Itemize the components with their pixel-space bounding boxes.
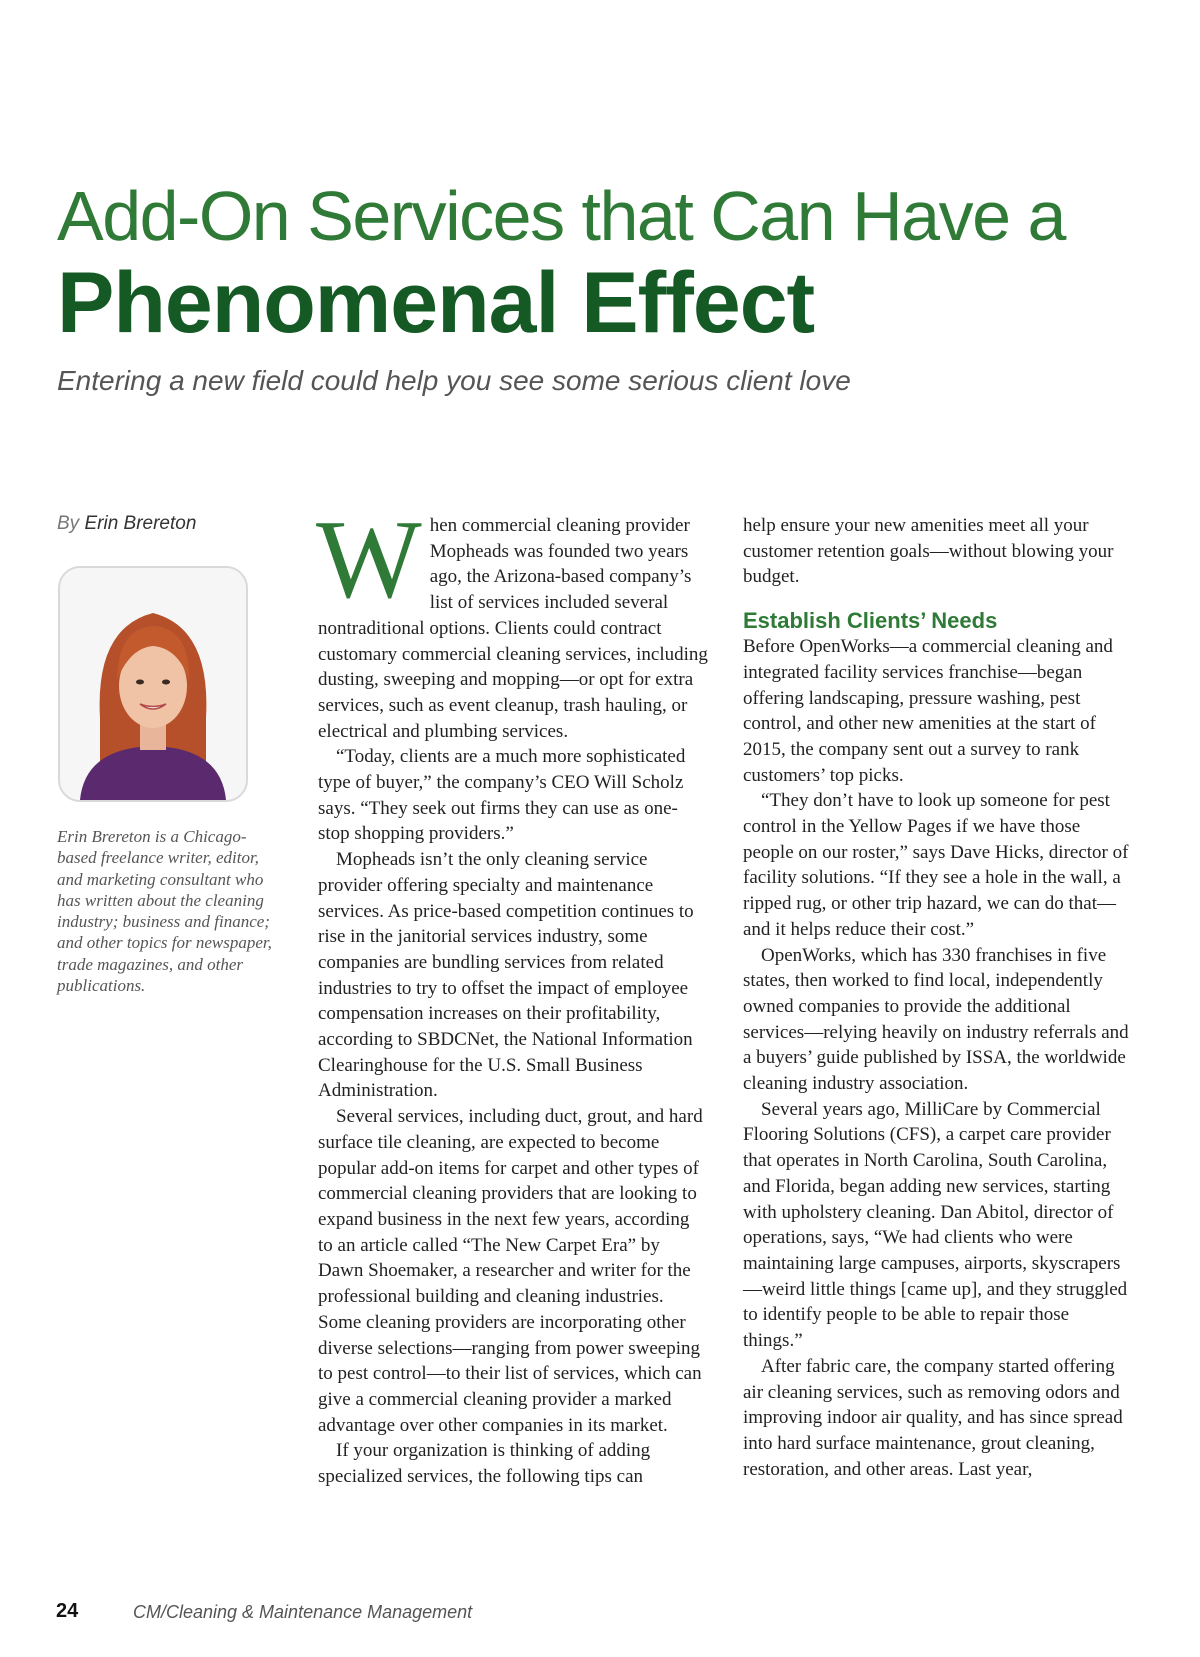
article-paragraph: If your organization is thinking of adding specialized services, the following tips can — [318, 1440, 651, 1488]
article-paragraph: Before OpenWorks—a commercial cleaning and integrated facility services franchise—began offering landscaping, pressure washing, pest control, and other new amenities at the start of 2015, the company sent out a survey to rank customers’ top picks. — [743, 636, 1113, 786]
article-paragraph: help ensure your new amenities meet all your customer retention goals—without blowing your budget. — [743, 515, 1114, 588]
article-column-1 — [316, 498, 708, 1490]
article-column-2 — [743, 513, 1133, 1482]
article-paragraph: “Today, clients are a much more sophisticated type of buyer,” the company’s CEO Will Scholz says. “They seek out firms they can use as one-stop shopping providers.” — [318, 746, 686, 845]
page-number: 24 — [56, 1600, 79, 1622]
article-paragraph: Several years ago, MilliCare by Commercial Flooring Solutions (CFS), a carpet care provider that operates in North Carolina, South Carolina, and Florida, began adding new services, starting with upholstery cleaning. Dan Abitol, director of operations, says, “We had clients who were maintaining large campuses, airports, skyscrapers—weird little things [came up], and they struggled to identify people to be able to repair those things.” — [743, 1098, 1128, 1352]
article-paragraph: Mopheads isn’t the only cleaning service provider offering specialty and maintenance services. As price-based competition continues to rise in the janitorial services industry, some companies are bundling services from related industries to try to offset the impact of employee compensation increases on their profitability, according to SBDCNet, the National Information Clearinghouse for the U.S. Small Business Administration. — [318, 849, 694, 1102]
byline — [57, 512, 196, 536]
article-paragraph: Several services, including duct, grout, and hard surface tile cleaning, are expected to become popular add-on items for carpet and other types of commercial cleaning providers that are looking to expand business in the next few years, according to an article called “The New Carpet Era” by Dawn Shoemaker, a researcher and writer for the professional building and cleaning industries. Some cleaning providers are incorporating other diverse selections—ranging from power sweeping to pest control—to their list of services, which can give a commercial cleaning provider a marked advantage over other companies in its market. — [318, 1106, 703, 1436]
section-heading: Establish Clients’ Needs — [743, 608, 998, 634]
author-portrait-illustration — [60, 568, 246, 800]
article-subtitle: Entering a new field could help you see some serious client love — [57, 365, 851, 396]
article-paragraph-text: hen commercial cleaning provider Mopheads was founded two years ago, the Arizona-based company’s list of services included several nontraditional options. Clients could contract customary commercial cleaning services, including dusting, sweeping and mopping—or opt for extra services, such as event cleanup, trash hauling, or electrical and plumbing services. — [318, 515, 708, 742]
byline-author: Erin Brereton — [84, 513, 197, 534]
article-paragraph: OpenWorks, which has 330 franchises in five states, then worked to find local, independently owned companies to provide the additional services—relying heavily on industry referrals and a buyers’ guide published by ISSA, the worldwide cleaning industry association. — [743, 944, 1129, 1095]
drop-cap: W — [316, 498, 422, 622]
author-photo — [58, 566, 248, 802]
article-paragraph — [316, 498, 708, 744]
author-bio: Erin Brereton is a Chicago-based freelance writer, editor, and marketing consultant who has written about the cleaning industry; business and finance; and other topics for newspaper, trade magazines, and other publications. — [57, 827, 272, 996]
byline-prefix: By — [57, 513, 80, 534]
article-title-line-2: Phenomenal Effect — [57, 255, 815, 351]
article-paragraph: After fabric care, the company started offering air cleaning services, such as removing odors and improving indoor air quality, and has since spread into hard surface maintenance, grout cleaning, restoration, and other areas. Last year, — [743, 1355, 1123, 1480]
article-title-line-1: Add-On Services that Can Have a — [57, 177, 1065, 255]
publication-name: CM/Cleaning & Maintenance Management — [133, 1602, 473, 1622]
article-paragraph: “They don’t have to look up someone for pest control in the Yellow Pages if we have those people on our roster,” says Dave Hicks, director of facility solutions. “If they see a hole in the wall, a ripped rug, or other trip hazard, we can do that—and it helps reduce their cost.” — [743, 790, 1129, 940]
